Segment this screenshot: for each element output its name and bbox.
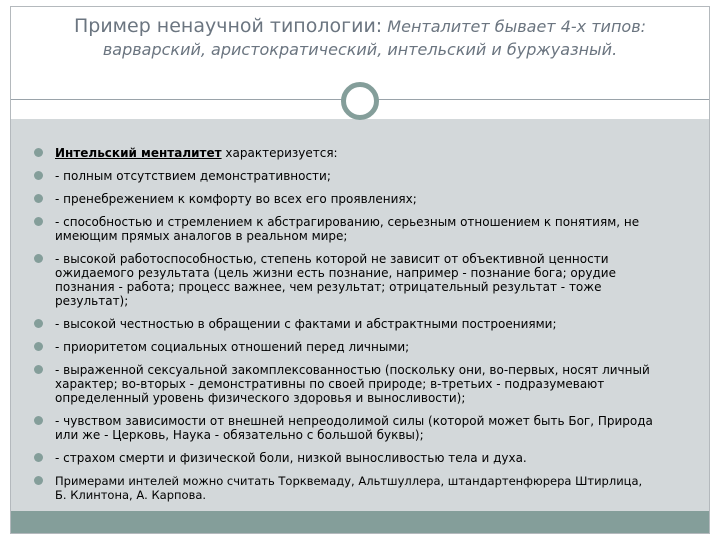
- list-item-text: - полным отсутствием демонстративности;: [55, 169, 331, 183]
- list-item: [34, 414, 654, 442]
- slide-title: Пример ненаучной типологии:: [73, 15, 383, 37]
- bullet-icon: [34, 453, 43, 462]
- circle-ornament: [341, 82, 379, 120]
- list-item-text: - высокой работоспособностью, степень которой не зависит от объективной ценности ожидаемого результата (цель жизни есть познание, например - познание бога; орудие познания - работа; процесс важнее, чем результат; отрицательный результат - тоже результат);: [55, 252, 616, 308]
- bullet-icon: [34, 194, 43, 203]
- list-item-text: характеризуется:: [225, 146, 338, 160]
- list-item-text: - пренебрежением к комфорту во всех его проявлениях;: [55, 192, 417, 206]
- list-item: [34, 474, 654, 502]
- bullet-icon: [34, 342, 43, 351]
- list-item-text: Примерами интелей можно считать Торквемаду, Альтшуллера, штандартенфюрера Штирлица, Б. Клинтона, А. Карпова.: [55, 474, 643, 502]
- bottom-band: [11, 511, 709, 534]
- list-item: [34, 169, 654, 183]
- bullet-icon: [34, 171, 43, 180]
- list-item-text: - приоритетом социальных отношений перед личными;: [55, 340, 410, 354]
- list-item: [34, 317, 654, 331]
- bullet-icon: [34, 365, 43, 374]
- bullet-icon: [34, 148, 43, 157]
- list-item: [34, 451, 654, 465]
- list-item: [34, 252, 654, 308]
- list-item: [34, 192, 654, 206]
- bullet-icon: [34, 319, 43, 328]
- bullet-icon: [34, 217, 43, 226]
- term-heading: Интельский менталитет: [55, 146, 222, 160]
- list-item: [34, 340, 654, 354]
- list-item: [34, 215, 654, 243]
- list-item-text: - страхом смерти и физической боли, низкой выносливостью тела и духа.: [55, 451, 527, 465]
- list-item-text: - чувством зависимости от внешней непреодолимой силы (которой может быть Бог, Природа или же - Церковь, Наука - обязательно с большой буквы);: [55, 414, 653, 442]
- list-item-text: - выраженной сексуальной закомплексованностью (поскольку они, во-первых, носят личный характер; во-вторых - демонстративны по своей природе; в-третьих - подразумевают определенный уровень физического здоровья и выносливости);: [55, 363, 650, 405]
- list-item-text: - высокой честностью в обращении с фактами и абстрактными построениями;: [55, 317, 557, 331]
- slide-subtitle: Менталитет бывает 4-х типов: варварский, аристократический, интельский и буржуазный.: [102, 17, 647, 59]
- bullet-icon: [34, 416, 43, 425]
- list-item-text: - способностью и стремлением к абстрагированию, серьезным отношением к понятиям, не имеющим прямых аналогов в реальном мире;: [55, 215, 640, 243]
- list-item: [34, 146, 654, 160]
- list-item: [34, 363, 654, 405]
- bullet-icon: [34, 476, 43, 485]
- bullet-list: [34, 146, 654, 511]
- bullet-icon: [34, 254, 43, 263]
